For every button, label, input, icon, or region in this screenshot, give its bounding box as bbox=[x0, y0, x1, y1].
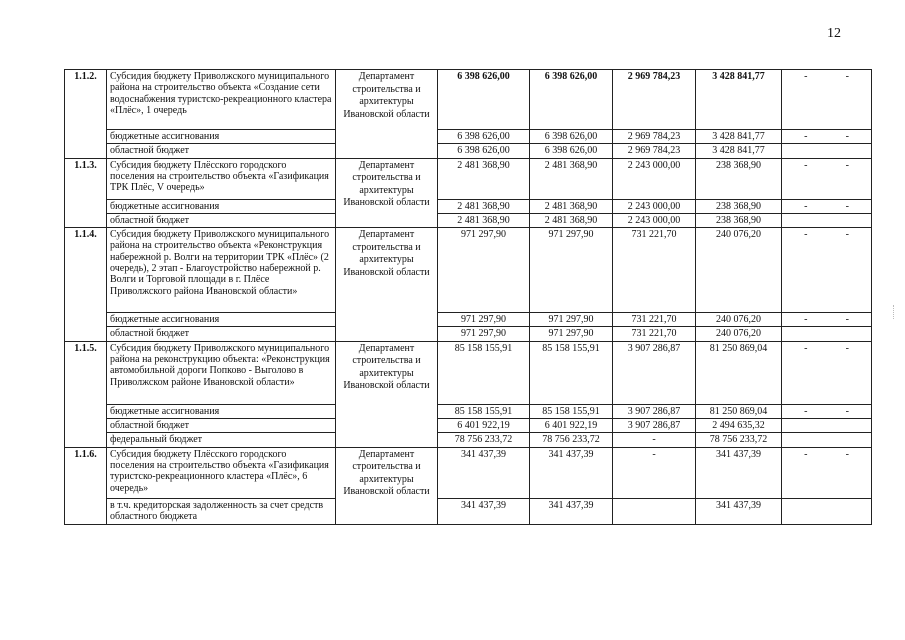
value-cell: 341 437,39 bbox=[438, 447, 530, 498]
value-cell: 341 437,39 bbox=[438, 498, 530, 524]
row-code: 1.1.5. bbox=[65, 341, 107, 447]
dash: - bbox=[845, 200, 849, 212]
row-code: 1.1.4. bbox=[65, 228, 107, 342]
dash: - bbox=[804, 200, 808, 212]
dash: - bbox=[804, 405, 808, 417]
value-cell: 3 428 841,77 bbox=[696, 130, 782, 144]
value-cell: 240 076,20 bbox=[696, 228, 782, 313]
empty-cell bbox=[782, 144, 872, 158]
row-description: федеральный бюджет bbox=[107, 433, 336, 447]
table-row bbox=[65, 433, 872, 447]
dash: - bbox=[845, 131, 849, 142]
row-description: в т.ч. кредиторская задолженность за счет средств областного бюджета bbox=[107, 498, 336, 524]
value-cell: 341 437,39 bbox=[530, 498, 613, 524]
value-cell: 2 481 368,90 bbox=[530, 213, 613, 227]
value-cell: 2 969 784,23 bbox=[613, 130, 696, 144]
value-cell: 85 158 155,91 bbox=[438, 404, 530, 418]
value-cell: 78 756 233,72 bbox=[530, 433, 613, 447]
value-cell: 2 481 368,90 bbox=[438, 199, 530, 213]
value-cell: 240 076,20 bbox=[696, 327, 782, 341]
dash-cell bbox=[782, 228, 872, 313]
row-code: 1.1.2. bbox=[65, 70, 107, 159]
value-cell: 2 969 784,23 bbox=[613, 144, 696, 158]
empty-cell bbox=[782, 419, 872, 433]
row-description: Субсидия бюджету Приволжского муниципального района на реконструкцию объекта: «Реконструкция автомобильной дороги Попково - Выголово в Приволжском районе Ивановской области» bbox=[107, 341, 336, 404]
value-cell: 341 437,39 bbox=[696, 498, 782, 524]
table-row bbox=[65, 70, 872, 130]
dash: - bbox=[804, 448, 808, 460]
value-cell: 3 428 841,77 bbox=[696, 144, 782, 158]
value-cell: 85 158 155,91 bbox=[438, 341, 530, 404]
empty-cell bbox=[613, 498, 696, 524]
value-cell: 731 221,70 bbox=[613, 327, 696, 341]
dash: - bbox=[804, 229, 808, 241]
value-cell: 6 398 626,00 bbox=[438, 70, 530, 130]
dash: - bbox=[845, 405, 849, 417]
dash-cell bbox=[782, 313, 872, 327]
value-cell: 2 243 000,00 bbox=[613, 199, 696, 213]
value-cell: 971 297,90 bbox=[530, 313, 613, 327]
dash-cell bbox=[782, 158, 872, 199]
value-cell: 81 250 869,04 bbox=[696, 341, 782, 404]
value-cell: 6 398 626,00 bbox=[438, 144, 530, 158]
value-cell: 238 368,90 bbox=[696, 199, 782, 213]
row-description: Субсидия бюджету Приволжского муниципального района на строительство объекта «Создание сети водоснабжения туристско-рекреационного кластера «Плёс», 1 очередь bbox=[107, 70, 336, 130]
value-cell: 2 243 000,00 bbox=[613, 158, 696, 199]
value-cell: 971 297,90 bbox=[438, 327, 530, 341]
dash: - bbox=[845, 159, 849, 171]
table-row bbox=[65, 341, 872, 404]
value-cell: 6 398 626,00 bbox=[438, 130, 530, 144]
dash: - bbox=[804, 71, 808, 82]
value-cell: 85 158 155,91 bbox=[530, 404, 613, 418]
value-cell: 2 481 368,90 bbox=[530, 199, 613, 213]
value-cell: 731 221,70 bbox=[613, 313, 696, 327]
dash-cell bbox=[782, 404, 872, 418]
department-cell: Департамент строительства и архитектуры Ивановской области bbox=[336, 341, 438, 447]
dash-cell bbox=[782, 447, 872, 498]
value-cell: 2 494 635,32 bbox=[696, 419, 782, 433]
row-description: Субсидия бюджету Плёсского городского поселения на строительство объекта «Газификация туристско-рекреационного кластера «Плёс», 6 очередь» bbox=[107, 447, 336, 498]
table-row bbox=[65, 327, 872, 341]
empty-cell bbox=[782, 327, 872, 341]
value-cell: 78 756 233,72 bbox=[438, 433, 530, 447]
table-row bbox=[65, 144, 872, 158]
value-cell: 341 437,39 bbox=[696, 447, 782, 498]
table-row bbox=[65, 199, 872, 213]
value-cell: 238 368,90 bbox=[696, 213, 782, 227]
row-description: областной бюджет bbox=[107, 213, 336, 227]
scan-mark bbox=[893, 305, 897, 319]
value-cell: 2 243 000,00 bbox=[613, 213, 696, 227]
value-cell: 2 481 368,90 bbox=[438, 158, 530, 199]
value-cell: 6 401 922,19 bbox=[530, 419, 613, 433]
value-cell: 81 250 869,04 bbox=[696, 404, 782, 418]
table-row bbox=[65, 228, 872, 313]
empty-cell bbox=[782, 498, 872, 524]
row-description: областной бюджет bbox=[107, 144, 336, 158]
value-cell: 2 481 368,90 bbox=[438, 213, 530, 227]
department-cell: Департамент строительства и архитектуры Ивановской области bbox=[336, 447, 438, 524]
dash: - bbox=[804, 131, 808, 142]
dash: - bbox=[804, 314, 808, 326]
row-description: областной бюджет bbox=[107, 419, 336, 433]
department-cell: Департамент строительства и архитектуры Ивановской области bbox=[336, 158, 438, 228]
dash-cell bbox=[782, 70, 872, 130]
department-cell: Департамент строительства и архитектуры Ивановской области bbox=[336, 228, 438, 342]
row-description: бюджетные ассигнования bbox=[107, 404, 336, 418]
dash: - bbox=[845, 229, 849, 241]
value-cell: 971 297,90 bbox=[438, 313, 530, 327]
value-cell: 971 297,90 bbox=[438, 228, 530, 313]
row-description: областной бюджет bbox=[107, 327, 336, 341]
row-description: бюджетные ассигнования bbox=[107, 313, 336, 327]
value-cell: 971 297,90 bbox=[530, 327, 613, 341]
table-row bbox=[65, 498, 872, 524]
value-cell: 2 969 784,23 bbox=[613, 70, 696, 130]
dash: - bbox=[845, 448, 849, 460]
value-cell: 6 401 922,19 bbox=[438, 419, 530, 433]
value-cell: 3 428 841,77 bbox=[696, 70, 782, 130]
empty-cell bbox=[782, 213, 872, 227]
value-cell: 6 398 626,00 bbox=[530, 70, 613, 130]
value-cell: 3 907 286,87 bbox=[613, 404, 696, 418]
dash-cell bbox=[782, 130, 872, 144]
dash: - bbox=[845, 342, 849, 354]
table-row bbox=[65, 404, 872, 418]
value-cell: 6 398 626,00 bbox=[530, 144, 613, 158]
dash: - bbox=[804, 159, 808, 171]
value-cell: 240 076,20 bbox=[696, 313, 782, 327]
value-cell: 2 481 368,90 bbox=[530, 158, 613, 199]
value-cell: 85 158 155,91 bbox=[530, 341, 613, 404]
value-cell: 731 221,70 bbox=[613, 228, 696, 313]
value-cell: - bbox=[613, 433, 696, 447]
table-row bbox=[65, 130, 872, 144]
value-cell: 3 907 286,87 bbox=[613, 419, 696, 433]
dash-cell bbox=[782, 341, 872, 404]
dash: - bbox=[804, 342, 808, 354]
value-cell: - bbox=[613, 447, 696, 498]
dash-cell bbox=[782, 199, 872, 213]
row-code: 1.1.3. bbox=[65, 158, 107, 228]
dash: - bbox=[845, 71, 849, 82]
row-description: бюджетные ассигнования bbox=[107, 130, 336, 144]
value-cell: 3 907 286,87 bbox=[613, 341, 696, 404]
dash: - bbox=[845, 314, 849, 326]
department-cell: Департамент строительства и архитектуры Ивановской области bbox=[336, 70, 438, 159]
table-row bbox=[65, 213, 872, 227]
table-row bbox=[65, 158, 872, 199]
value-cell: 341 437,39 bbox=[530, 447, 613, 498]
budget-table bbox=[64, 69, 872, 525]
table-row bbox=[65, 447, 872, 498]
page-number: 12 bbox=[827, 26, 841, 41]
row-description: бюджетные ассигнования bbox=[107, 199, 336, 213]
row-description: Субсидия бюджету Приволжского муниципального района на строительство объекта «Реконструкция набережной р. Волги на территории ТРК «Плёс» (2 очередь), 2 этап - Благоустройство набережной р. Волги и Торговой площади в г. Плёсе Приволжского района Ивановской области» bbox=[107, 228, 336, 313]
table-row bbox=[65, 419, 872, 433]
value-cell: 6 398 626,00 bbox=[530, 130, 613, 144]
empty-cell bbox=[782, 433, 872, 447]
row-code: 1.1.6. bbox=[65, 447, 107, 524]
row-description: Субсидия бюджету Плёсского городского поселения на строительство объекта «Газификация ТРК Плёс, V очередь» bbox=[107, 158, 336, 199]
table-row bbox=[65, 313, 872, 327]
value-cell: 238 368,90 bbox=[696, 158, 782, 199]
value-cell: 78 756 233,72 bbox=[696, 433, 782, 447]
value-cell: 971 297,90 bbox=[530, 228, 613, 313]
